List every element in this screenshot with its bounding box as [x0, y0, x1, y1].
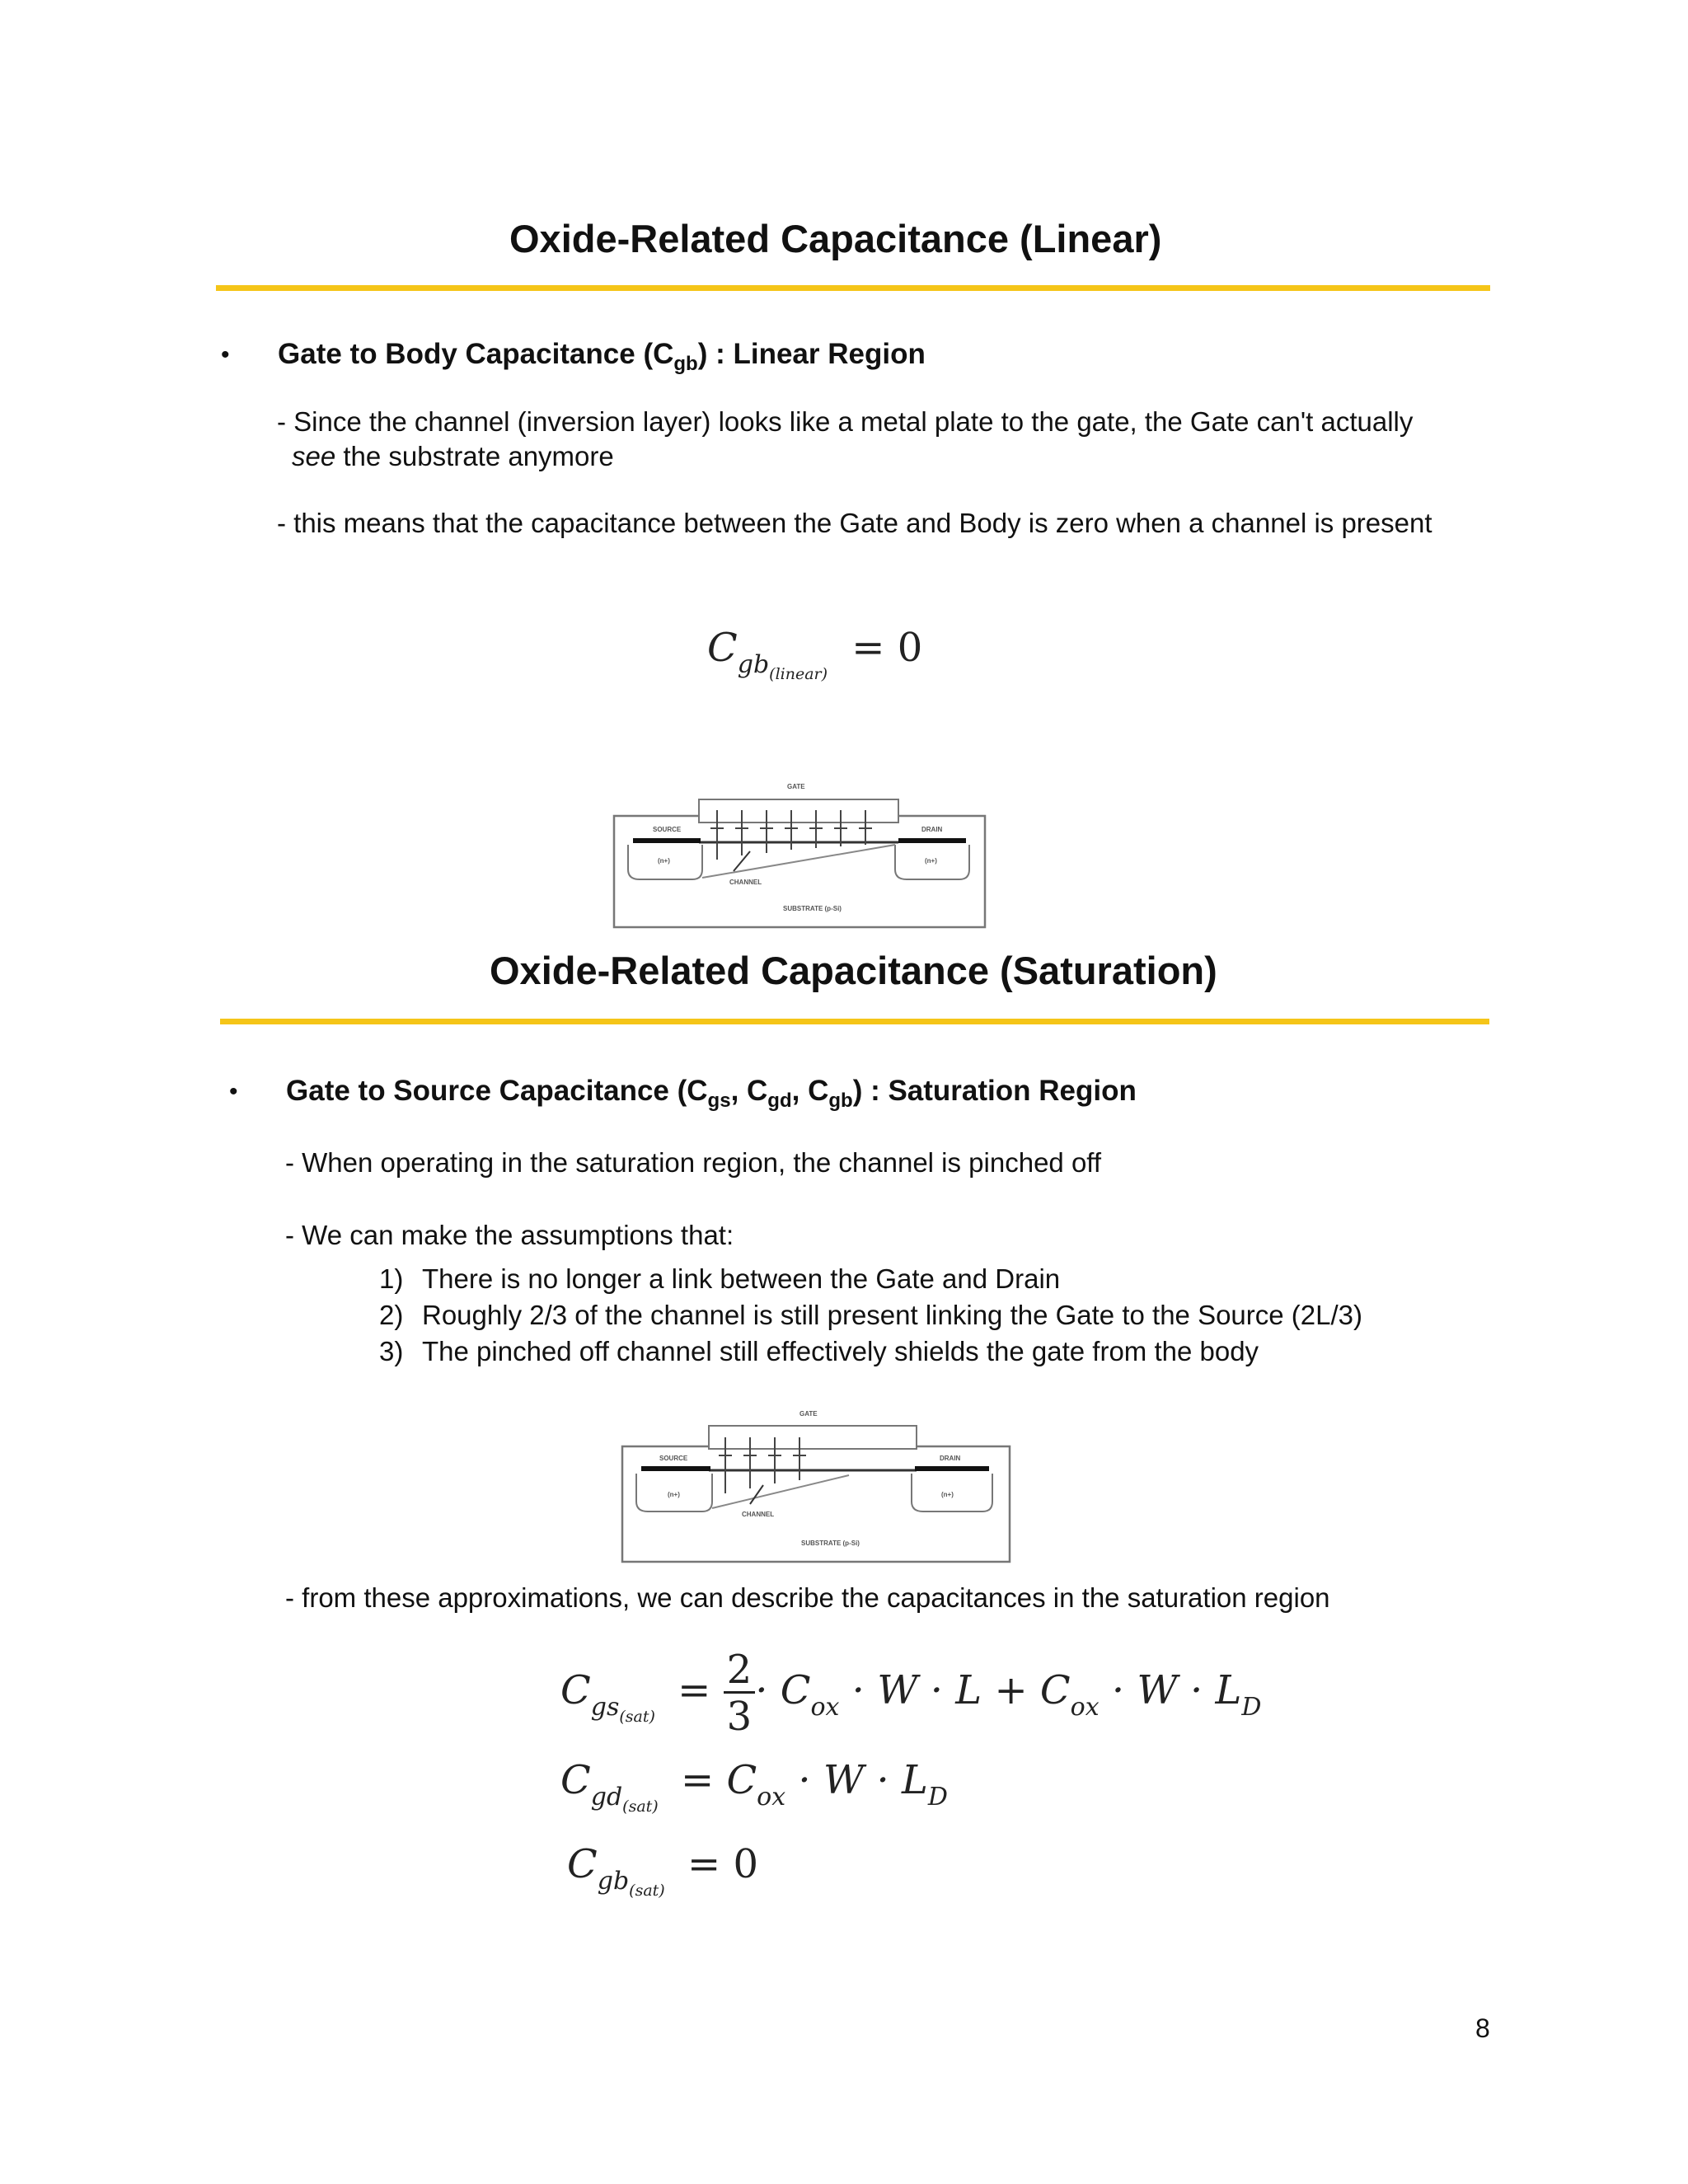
- eq-sub-subscript: (sat): [619, 1708, 655, 1726]
- equation-cgb-sat: [567, 1841, 758, 1900]
- assumption-list: [379, 1261, 1362, 1370]
- eq-subscript-ox: ox: [757, 1783, 786, 1811]
- list-number: 3): [379, 1336, 404, 1366]
- equation-cgd-sat: [560, 1757, 948, 1816]
- channel-label: CHANNEL: [742, 1511, 775, 1518]
- gate-electrode: [709, 1426, 917, 1449]
- page-number: 8: [1475, 2013, 1490, 2043]
- section2-title-rule: [220, 1019, 1489, 1024]
- section2-bullet: •: [229, 1078, 238, 1105]
- section1-title-rule: [216, 285, 1490, 291]
- heading-subscript: gb: [828, 1090, 853, 1112]
- eq-subscript-text: gs: [590, 1693, 620, 1722]
- eq-subscript: [590, 1693, 655, 1726]
- eq-rhs: · C: [755, 1667, 811, 1713]
- emphasis-text: see: [292, 441, 336, 471]
- section1-title: Oxide-Related Capacitance (Linear): [509, 217, 1162, 260]
- eq-rhs: · W · L: [785, 1757, 928, 1803]
- section2-paragraph-3: - from these approximations, we can describe the capacitances in the saturation region: [285, 1582, 1330, 1613]
- section1-heading: [278, 338, 926, 376]
- n-right-label: (n+): [941, 1491, 954, 1498]
- equation-cgs-sat: [560, 1647, 1262, 1740]
- gate-electrode: [699, 799, 898, 823]
- eq-equals: =: [678, 1667, 711, 1713]
- list-number: 2): [379, 1300, 404, 1330]
- substrate-label: SUBSTRATE (p-Si): [801, 1540, 860, 1547]
- eq-subscript-d: D: [927, 1783, 948, 1811]
- list-text: The pinched off channel still effectively shields the gate from the body: [422, 1336, 1259, 1366]
- eq-subscript-d: D: [1241, 1693, 1262, 1722]
- section2-title: Oxide-Related Capacitance (Saturation): [490, 949, 1217, 992]
- paragraph-line: [277, 439, 1413, 474]
- drain-label: DRAIN: [921, 826, 943, 833]
- n-left-label: (n+): [658, 857, 670, 865]
- list-text: There is no longer a link between the Gate and Drain: [422, 1263, 1061, 1294]
- eq-symbol: C: [560, 1757, 591, 1803]
- section2-heading: [286, 1075, 1137, 1113]
- section1-bullet: •: [221, 341, 230, 368]
- eq-subscript-ox: ox: [810, 1693, 840, 1722]
- eq-rhs: = 0: [687, 1841, 758, 1887]
- heading-subscript: gs: [707, 1090, 731, 1112]
- gate-label: GATE: [787, 783, 805, 790]
- eq-rhs: = 0: [851, 625, 923, 671]
- list-item: [379, 1297, 1362, 1333]
- heading-text: ) : Saturation Region: [852, 1075, 1137, 1107]
- heading-subscript: gd: [767, 1090, 792, 1112]
- eq-subscript: [590, 1783, 659, 1816]
- list-text: Roughly 2/3 of the channel is still present linking the Gate to the Source (2L/3): [422, 1300, 1362, 1330]
- eq-fraction: [724, 1647, 756, 1740]
- heading-text: Gate to Body Capacitance (C: [278, 338, 674, 370]
- substrate-label: SUBSTRATE (p-Si): [783, 905, 842, 912]
- mosfet-linear-diagram: [610, 771, 989, 931]
- eq-subscript-text: gb: [737, 650, 770, 679]
- eq-numerator: 2: [724, 1650, 756, 1694]
- paragraph-text: the substrate anymore: [335, 441, 614, 471]
- eq-symbol: C: [567, 1841, 598, 1887]
- section2-paragraph-2: - We can make the assumptions that:: [285, 1220, 734, 1250]
- eq-subscript-ox: ox: [1070, 1693, 1100, 1722]
- n-right-label: (n+): [925, 857, 937, 865]
- section2-paragraph-1: - When operating in the saturation region, the channel is pinched off: [285, 1147, 1102, 1178]
- list-number: 1): [379, 1263, 404, 1294]
- n-left-label: (n+): [668, 1491, 680, 1498]
- equation-cgb-linear: [707, 625, 922, 683]
- section1-paragraph-1: [277, 405, 1413, 474]
- heading-text: Gate to Source Capacitance (C: [286, 1075, 708, 1107]
- gate-label: GATE: [799, 1410, 818, 1418]
- eq-symbol: C: [560, 1667, 591, 1713]
- eq-sub-subscript: (sat): [629, 1882, 665, 1900]
- eq-denominator: 3: [726, 1694, 753, 1740]
- eq-subscript: [737, 650, 828, 683]
- section1-paragraph-2: - this means that the capacitance between the Gate and Body is zero when a channel is present: [277, 508, 1432, 538]
- mosfet-saturation-diagram: [618, 1401, 1014, 1566]
- list-item: [379, 1333, 1362, 1370]
- eq-subscript: [597, 1867, 665, 1900]
- eq-rhs: · W · L: [1099, 1667, 1242, 1713]
- heading-subscript: gb: [673, 353, 698, 375]
- eq-sub-subscript: (linear): [769, 665, 828, 683]
- eq-symbol: C: [707, 625, 738, 671]
- channel-label: CHANNEL: [729, 879, 762, 886]
- heading-text: , C: [791, 1075, 829, 1107]
- heading-text: ) : Linear Region: [697, 338, 926, 370]
- eq-rhs: · W · L + C: [839, 1667, 1071, 1713]
- paragraph-line: - Since the channel (inversion layer) looks like a metal plate to the gate, the Gate can't actually: [277, 406, 1414, 437]
- eq-rhs: = C: [680, 1757, 757, 1803]
- drain-label: DRAIN: [940, 1455, 961, 1462]
- eq-subscript-text: gb: [597, 1867, 630, 1896]
- source-label: SOURCE: [659, 1455, 688, 1462]
- eq-sub-subscript: (sat): [622, 1797, 659, 1816]
- list-item: [379, 1261, 1362, 1297]
- source-label: SOURCE: [653, 826, 682, 833]
- heading-text: , C: [730, 1075, 768, 1107]
- eq-subscript-text: gd: [590, 1783, 623, 1811]
